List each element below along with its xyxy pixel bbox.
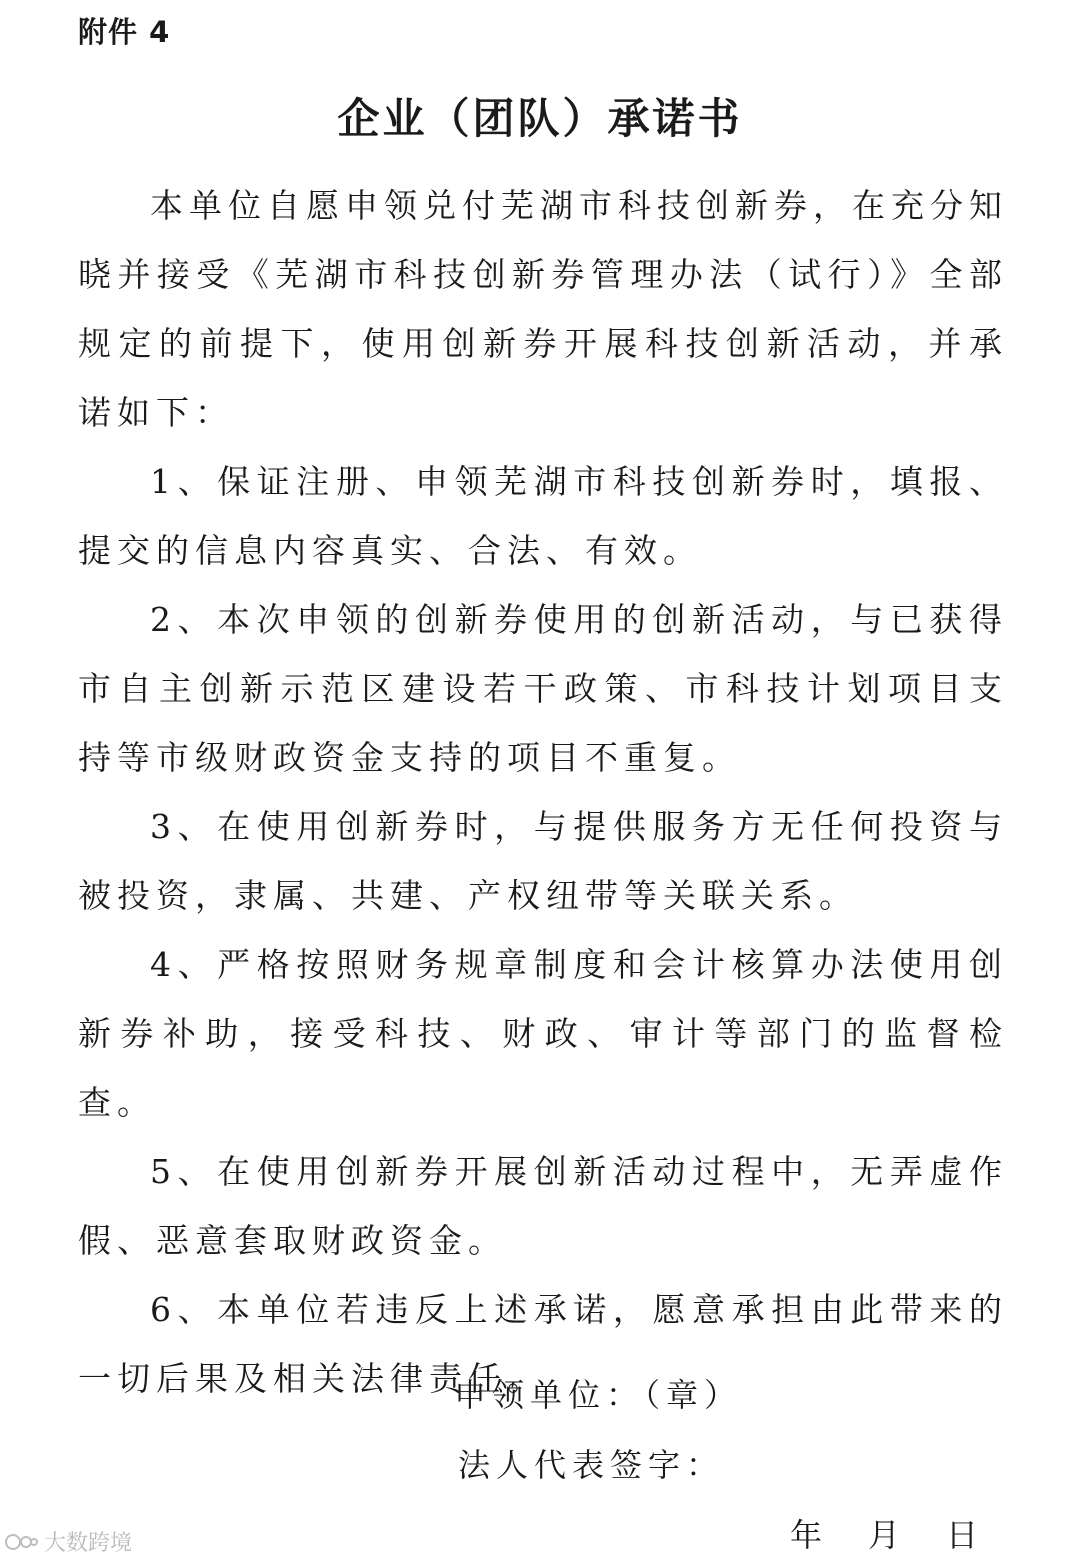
commitment-item-5: 5、在使用创新券开展创新活动过程中，无弄虚作假、恶意套取财政资金。: [78, 1152, 1008, 1260]
logo-icon: [4, 1531, 38, 1553]
commitment-item-4: 4、严格按照财务规章制度和会计核算办法使用创新券补助，接受科技、财政、审计等部门的监督检查。: [78, 945, 1008, 1122]
document-title: 企业（团队）承诺书: [337, 94, 743, 143]
document-body: [78, 171, 1008, 1413]
date-day: 日: [946, 1516, 979, 1554]
watermark-text: 大数跨境: [44, 1531, 133, 1556]
commitment-item-2: 2、本次申领的创新券使用的创新活动，与已获得市自主创新示范区建设若干政策、市科技计划项目支持等市级财政资金支持的项目不重复。: [78, 600, 1008, 777]
commitment-item-1: 1、保证注册、申领芜湖市科技创新券时，填报、提交的信息内容真实、合法、有效。: [78, 462, 1008, 570]
legal-representative-label: 法人代表签字：: [458, 1446, 725, 1484]
date-year: 年: [790, 1516, 823, 1554]
signature-date: [790, 1510, 978, 1556]
intro-paragraph: 本单位自愿申领兑付芜湖市科技创新券，在充分知晓并接受《芜湖市科技创新券管理办法（试行）》全部规定的前提下，使用创新券开展科技创新活动，并承诺如下：: [78, 186, 1008, 432]
commitment-item-6: 6、本单位若违反上述承诺，愿意承担由此带来的一切后果及相关法律责任。: [78, 1290, 1008, 1398]
watermark: [4, 1526, 132, 1557]
applicant-unit-label: 申领单位：（章）: [454, 1376, 743, 1414]
attachment-label: 附件 4: [78, 15, 171, 49]
commitment-item-3: 3、在使用创新券时，与提供服务方无任何投资与被投资，隶属、共建、产权纽带等关联关系。: [78, 807, 1008, 915]
date-month: 月: [868, 1516, 901, 1554]
